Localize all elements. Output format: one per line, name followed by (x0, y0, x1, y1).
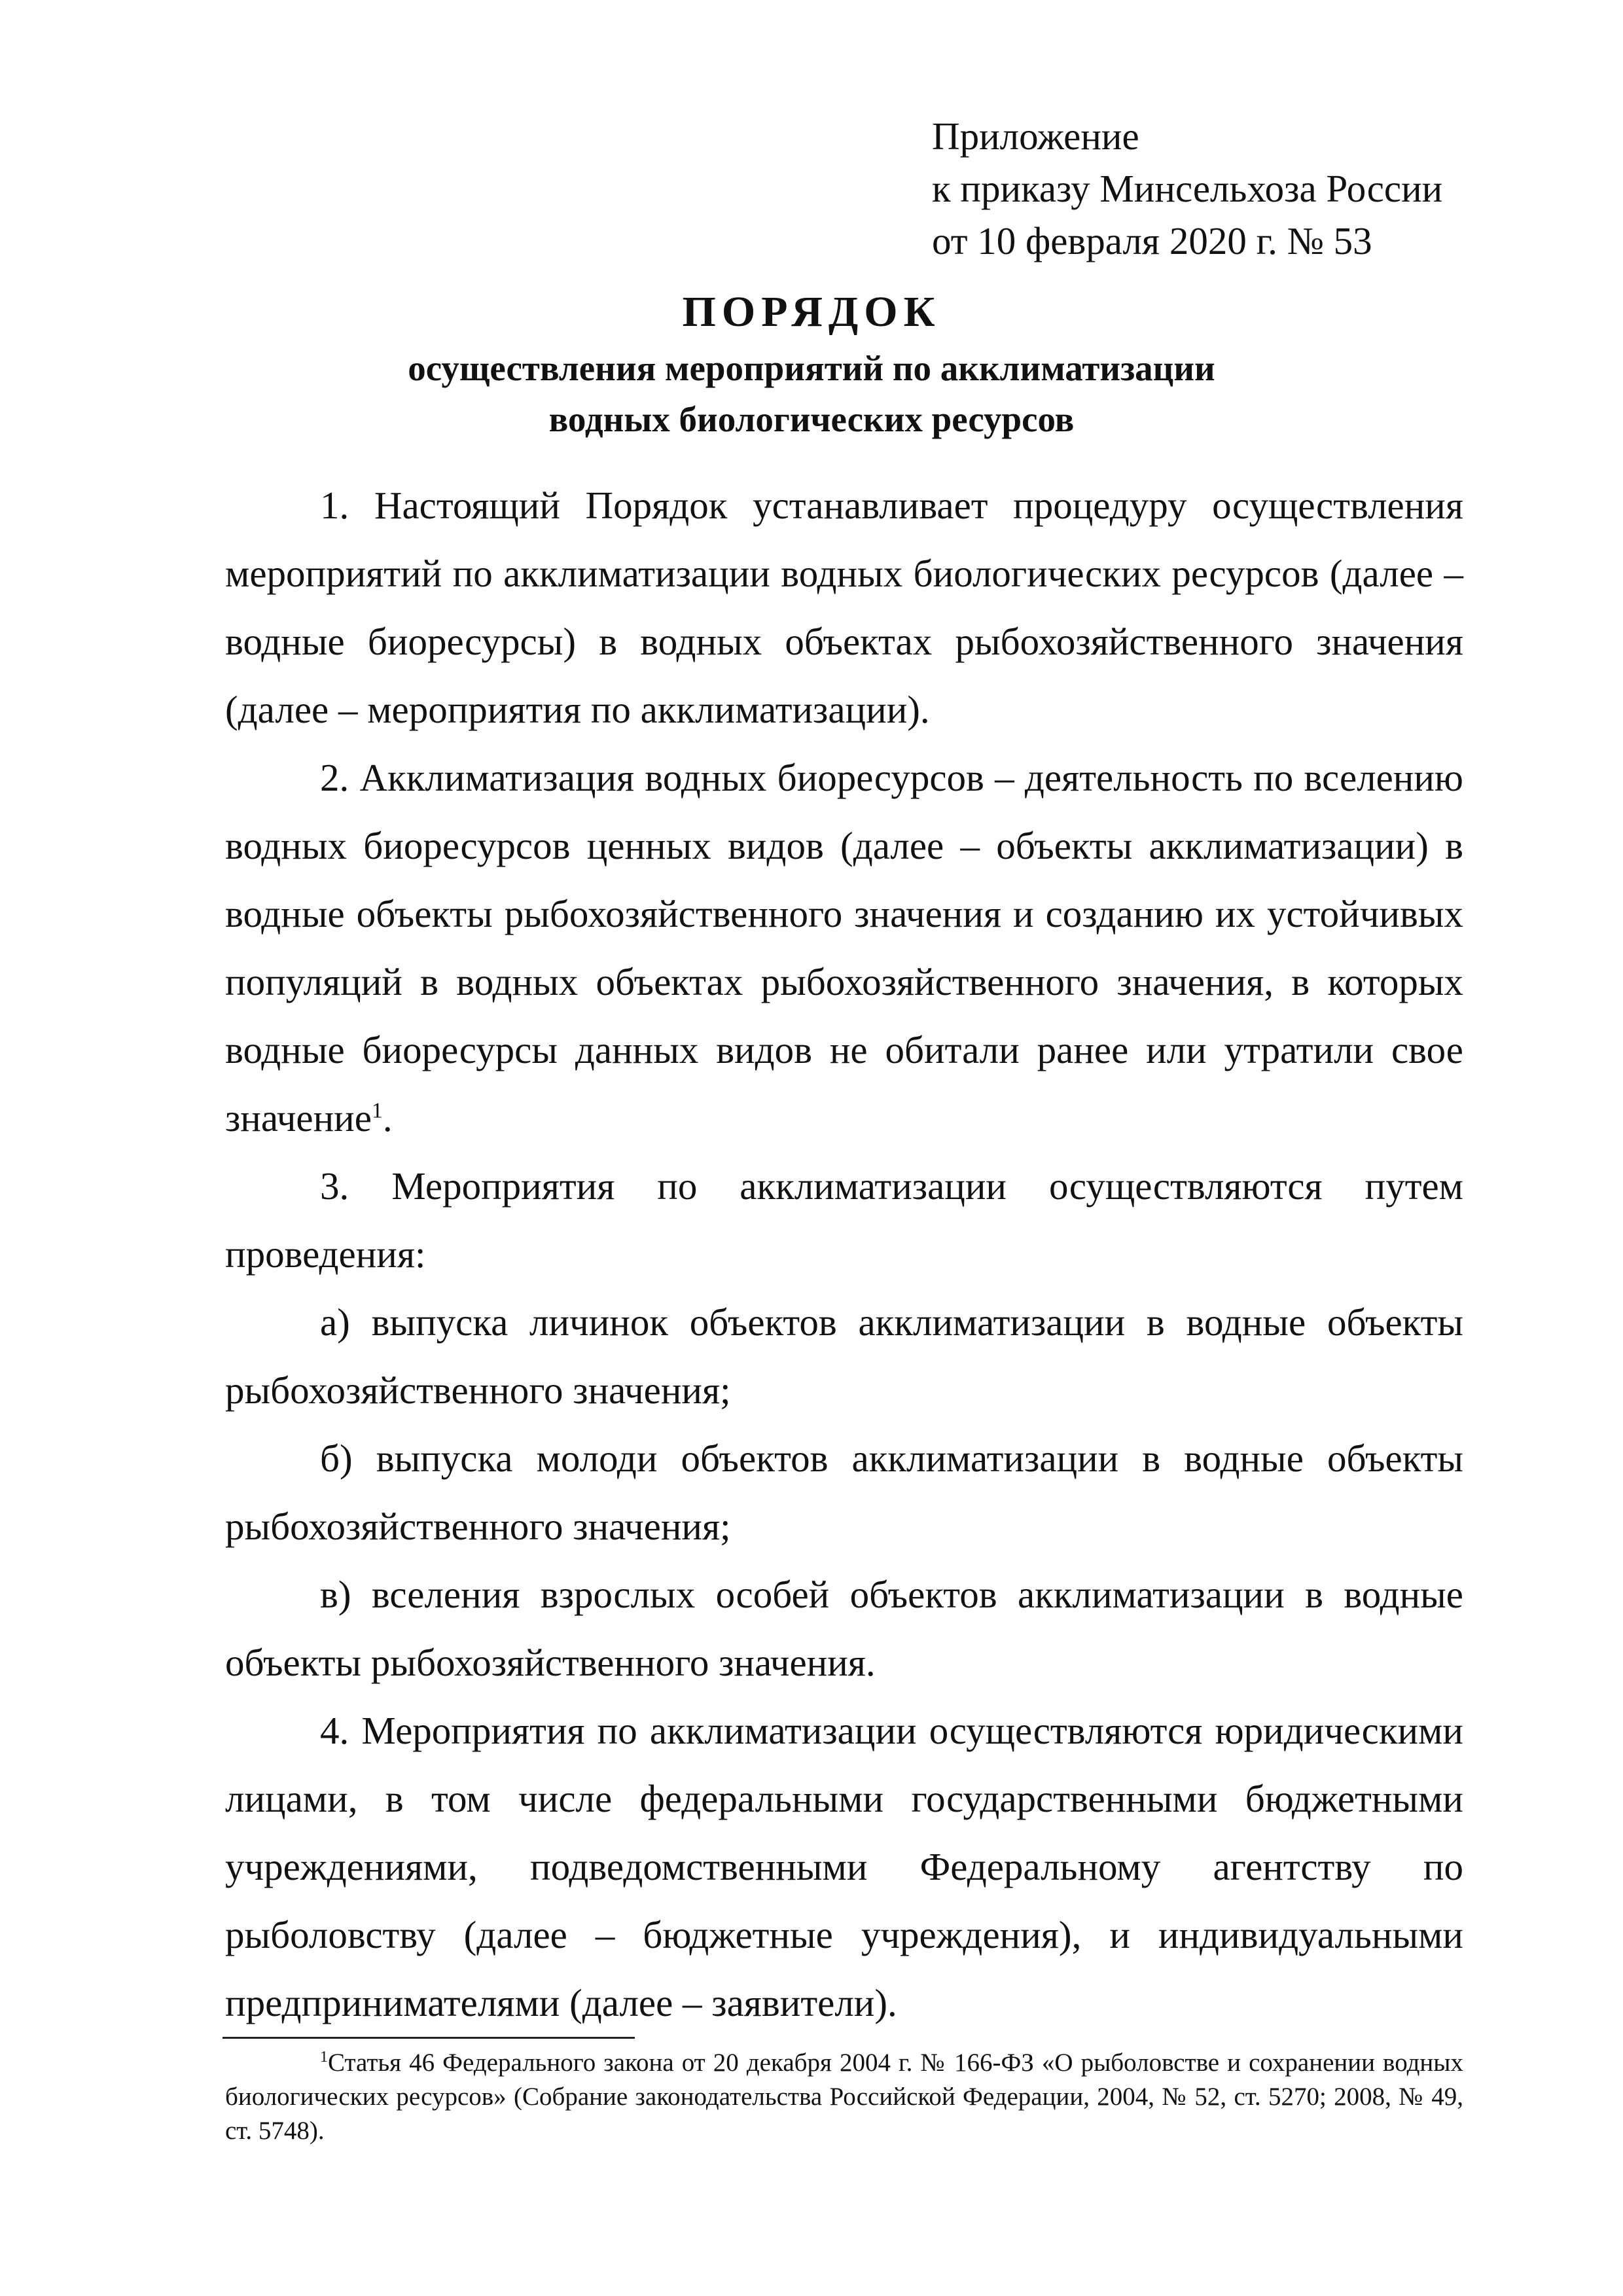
appendix-label: Приложение (932, 115, 1139, 158)
paragraph-4: 4. Мероприятия по акклиматизации осуществляются юридическими лицами, в том числе федеральными государственными бюджетными учреждениями, подведомственными Федеральному агентству по рыболовству (далее – бюджетные учреждения), и индивидуальными предпринимателями (далее – заявители). (225, 1709, 1463, 2024)
paragraph-2-text: 2. Акклиматизация водных биоресурсов – деятельность по вселению водных биоресурсов ценных видов (далее – объекты акклиматизации) в водные объекты рыбохозяйственного значения и созданию их устойчивых популяций в водных объектах рыбохозяйственного значения, в которых водные биоресурсы данных видов не обитали ранее или утратили свое значение (225, 756, 1463, 1139)
title-block (0, 281, 1623, 445)
footnote-reference: 1 (371, 1098, 383, 1123)
paragraph-3: 3. Мероприятия по акклиматизации осуществляются путем проведения: (225, 1164, 1463, 1276)
paragraph-3c: в) вселения взрослых особей объектов акклиматизации в водные объекты рыбохозяйственного значения. (225, 1573, 1463, 1684)
document-body (225, 471, 1463, 2037)
footnote-divider (223, 2037, 635, 2039)
footnote (225, 2046, 1463, 2148)
paragraph-1: 1. Настоящий Порядок устанавливает процедуру осуществления мероприятий по акклиматизации водных биологических ресурсов (далее – водные биоресурсы) в водных объектах рыбохозяйственного значения (далее – мероприятия по акклиматизации). (225, 484, 1463, 731)
footnote-marker: 1 (320, 2049, 328, 2066)
document-title: ПОРЯДОК (682, 288, 941, 336)
paragraph-3a: а) выпуска личинок объектов акклиматизации в водные объекты рыбохозяйственного значения; (225, 1300, 1463, 1412)
paragraph-2-end: . (382, 1096, 393, 1139)
appendix-order-ref: к приказу Минсельхоза России (932, 167, 1443, 210)
title-subtitle-line-1: осуществления мероприятий по акклиматизации (408, 348, 1215, 388)
appendix-order-date: от 10 февраля 2020 г. № 53 (932, 219, 1372, 262)
footnote-text: Статья 46 Федерального закона от 20 декабря 2004 г. № 166-ФЗ «О рыболовстве и сохранении водных биологических ресурсов» (Собрание законодательства Российской Федерации, 2004, № 52, ст. 5270; 2008, № 49, ст. 5748). (225, 2049, 1463, 2145)
appendix-header (932, 110, 1442, 267)
paragraph-3b: б) выпуска молоди объектов акклиматизации в водные объекты рыбохозяйственного значения; (225, 1437, 1463, 1548)
title-subtitle-line-2: водных биологических ресурсов (548, 399, 1075, 439)
paragraph-2 (225, 744, 1463, 1152)
